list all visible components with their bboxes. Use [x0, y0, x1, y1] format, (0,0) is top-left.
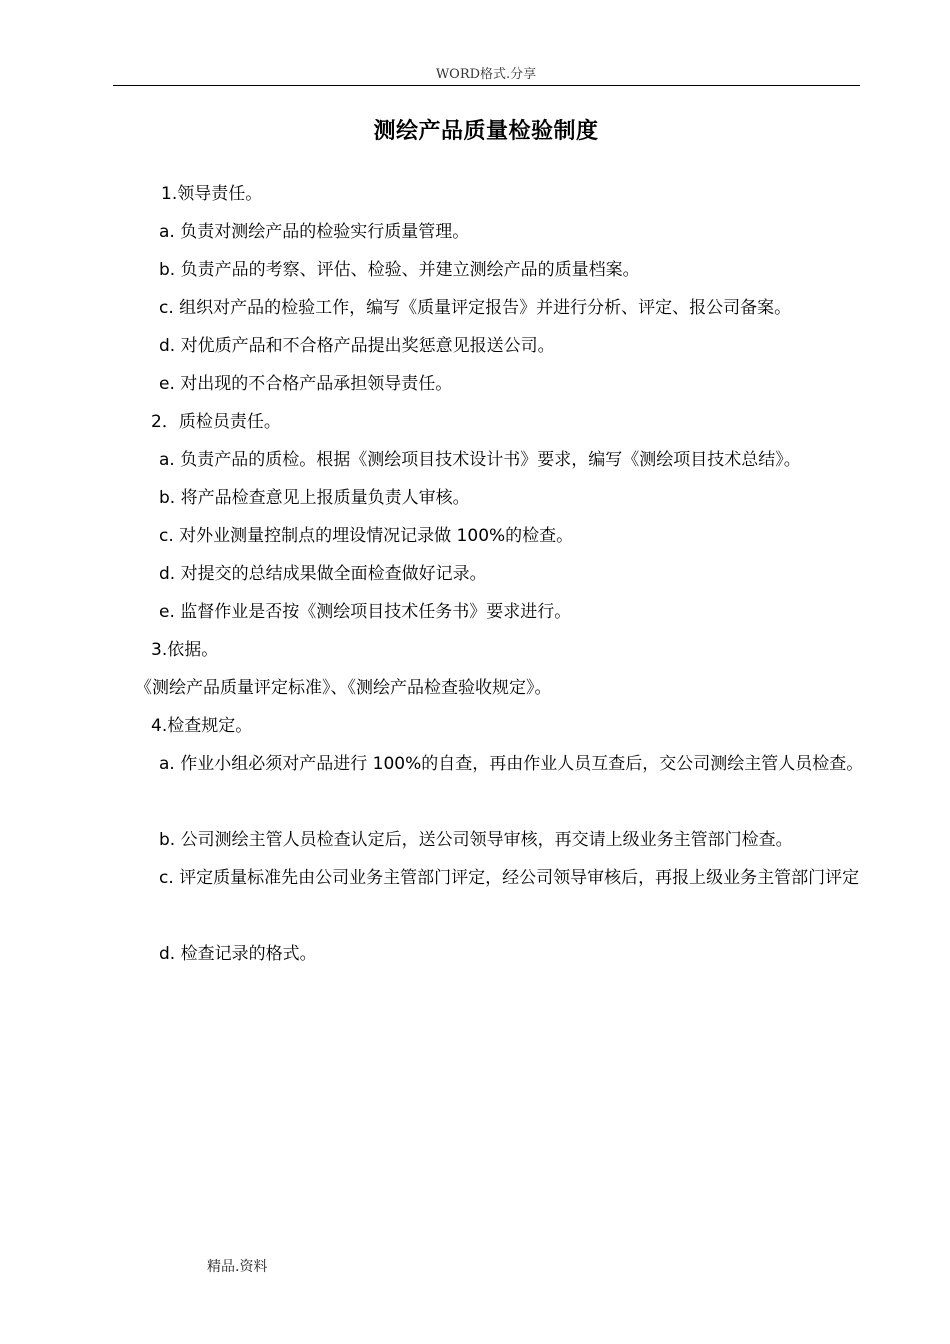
section-2-item-d: d. 对提交的总结成果做全面检查做好记录。 [159, 564, 487, 584]
section-3-body: 《测绘产品质量评定标准》、《测绘产品检查验收规定》。 [135, 678, 552, 698]
section-4-item-d: d. 检查记录的格式。 [159, 944, 317, 964]
page-header: WORD格式.分享 [435, 67, 537, 82]
section-2-item-b: b. 将产品检查意见上报质量负责人审核。 [159, 488, 470, 508]
section-2-item-a: a. 负责产品的质检。根据《测绘项目技术设计书》要求，编写《测绘项目技术总结》。 [159, 450, 801, 470]
section-2-item-c: c. 对外业测量控制点的埋设情况记录做 100%的检查。 [159, 526, 574, 546]
section-1-item-a: a. 负责对测绘产品的检验实行质量管理。 [159, 222, 470, 242]
section-1-item-b: b. 负责产品的考察、评估、检验、并建立测绘产品的质量档案。 [159, 260, 640, 280]
page-footer: 精品.资料 [207, 1259, 268, 1275]
section-1-item-c: c. 组织对产品的检验工作，编写《质量评定报告》并进行分析、评定、报公司备案。 [159, 298, 792, 318]
section-4-item-a: a. 作业小组必须对产品进行 100%的自查，再由作业人员互查后，交公司测绘主管人员检查。 [159, 754, 864, 774]
section-3-heading: 3.依据。 [151, 640, 219, 660]
section-1-item-d: d. 对优质产品和不合格产品提出奖惩意见报送公司。 [159, 336, 555, 356]
section-4-item-b: b. 公司测绘主管人员检查认定后，送公司领导审核，再交请上级业务主管部门检查。 [159, 830, 793, 850]
document-title: 测绘产品质量检验制度 [373, 119, 599, 144]
section-2-heading: 2．质检员责任。 [151, 412, 281, 432]
section-4-heading: 4.检查规定。 [151, 716, 253, 736]
section-4-item-c: c. 评定质量标准先由公司业务主管部门评定，经公司领导审核后，再报上级业务主管部门评定 [159, 868, 860, 888]
section-2-item-e: e. 监督作业是否按《测绘项目技术任务书》要求进行。 [159, 602, 572, 622]
section-1-item-e: e. 对出现的不合格产品承担领导责任。 [159, 374, 453, 394]
header-divider [113, 85, 860, 86]
section-1-heading: 1.领导责任。 [161, 184, 263, 204]
